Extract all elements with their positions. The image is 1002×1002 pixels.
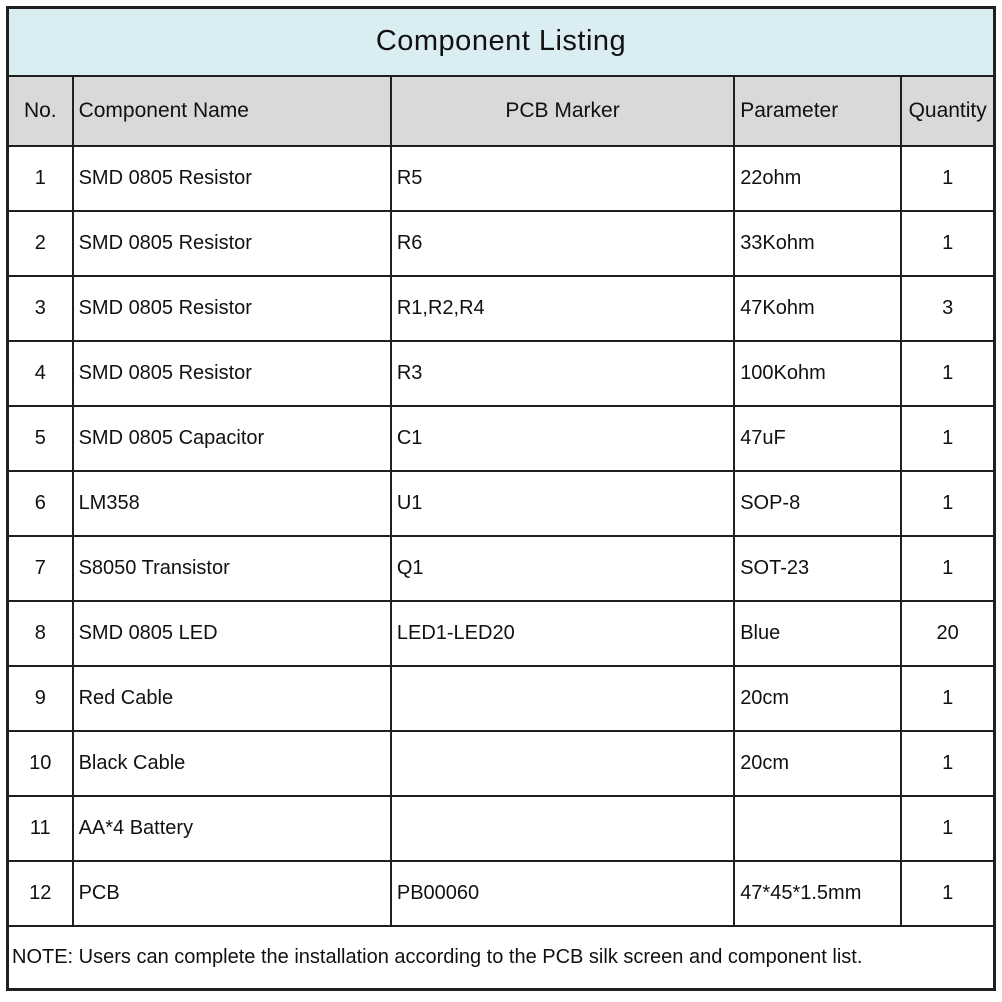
cell-component-name: PCB [73, 861, 391, 926]
cell-pcb-marker: R1,R2,R4 [391, 276, 734, 341]
cell-parameter: 33Kohm [734, 211, 901, 276]
cell-pcb-marker: PB00060 [391, 861, 734, 926]
table-row [8, 146, 995, 211]
cell-pcb-marker [391, 731, 734, 796]
cell-quantity: 1 [901, 796, 994, 861]
table-row [8, 406, 995, 471]
cell-no: 4 [8, 341, 73, 406]
column-header-no: No. [8, 76, 73, 146]
cell-component-name: Black Cable [73, 731, 391, 796]
cell-component-name: SMD 0805 Resistor [73, 146, 391, 211]
cell-quantity: 1 [901, 666, 994, 731]
cell-parameter: Blue [734, 601, 901, 666]
cell-parameter: 47uF [734, 406, 901, 471]
cell-no: 1 [8, 146, 73, 211]
title-row [8, 8, 995, 76]
cell-parameter: SOT-23 [734, 536, 901, 601]
cell-quantity: 1 [901, 406, 994, 471]
cell-component-name: SMD 0805 LED [73, 601, 391, 666]
cell-pcb-marker: C1 [391, 406, 734, 471]
table-row [8, 861, 995, 926]
cell-component-name: SMD 0805 Capacitor [73, 406, 391, 471]
table-row [8, 666, 995, 731]
cell-pcb-marker: LED1-LED20 [391, 601, 734, 666]
cell-pcb-marker: R5 [391, 146, 734, 211]
cell-quantity: 20 [901, 601, 994, 666]
cell-no: 6 [8, 471, 73, 536]
cell-no: 5 [8, 406, 73, 471]
cell-component-name: AA*4 Battery [73, 796, 391, 861]
cell-no: 12 [8, 861, 73, 926]
column-header-parameter: Parameter [734, 76, 901, 146]
cell-no: 3 [8, 276, 73, 341]
column-header-marker: PCB Marker [391, 76, 734, 146]
cell-parameter: 100Kohm [734, 341, 901, 406]
cell-pcb-marker: R3 [391, 341, 734, 406]
table-row [8, 601, 995, 666]
cell-no: 11 [8, 796, 73, 861]
cell-quantity: 1 [901, 536, 994, 601]
cell-parameter: 47Kohm [734, 276, 901, 341]
cell-pcb-marker: R6 [391, 211, 734, 276]
cell-no: 9 [8, 666, 73, 731]
table-row [8, 796, 995, 861]
cell-pcb-marker [391, 796, 734, 861]
cell-quantity: 3 [901, 276, 994, 341]
cell-quantity: 1 [901, 341, 994, 406]
cell-component-name: SMD 0805 Resistor [73, 341, 391, 406]
cell-parameter: 20cm [734, 666, 901, 731]
note-text: NOTE: Users can complete the installation according to the PCB silk screen and component list. [8, 926, 995, 990]
component-listing-table [6, 6, 996, 991]
cell-quantity: 1 [901, 471, 994, 536]
cell-quantity: 1 [901, 211, 994, 276]
table-row [8, 731, 995, 796]
table-row [8, 341, 995, 406]
table-row [8, 276, 995, 341]
cell-parameter: 22ohm [734, 146, 901, 211]
cell-pcb-marker: U1 [391, 471, 734, 536]
table-row [8, 536, 995, 601]
table-row [8, 471, 995, 536]
cell-quantity: 1 [901, 731, 994, 796]
cell-component-name: LM358 [73, 471, 391, 536]
cell-no: 10 [8, 731, 73, 796]
cell-component-name: SMD 0805 Resistor [73, 211, 391, 276]
cell-quantity: 1 [901, 861, 994, 926]
table-row [8, 211, 995, 276]
cell-no: 2 [8, 211, 73, 276]
cell-pcb-marker: Q1 [391, 536, 734, 601]
cell-no: 8 [8, 601, 73, 666]
column-header-quantity: Quantity [901, 76, 994, 146]
header-row [8, 76, 995, 146]
cell-quantity: 1 [901, 146, 994, 211]
cell-no: 7 [8, 536, 73, 601]
table-title: Component Listing [8, 8, 995, 76]
column-header-name: Component Name [73, 76, 391, 146]
cell-parameter: 47*45*1.5mm [734, 861, 901, 926]
cell-component-name: S8050 Transistor [73, 536, 391, 601]
note-row [8, 926, 995, 990]
cell-component-name: Red Cable [73, 666, 391, 731]
cell-parameter [734, 796, 901, 861]
cell-parameter: SOP-8 [734, 471, 901, 536]
cell-pcb-marker [391, 666, 734, 731]
cell-component-name: SMD 0805 Resistor [73, 276, 391, 341]
cell-parameter: 20cm [734, 731, 901, 796]
